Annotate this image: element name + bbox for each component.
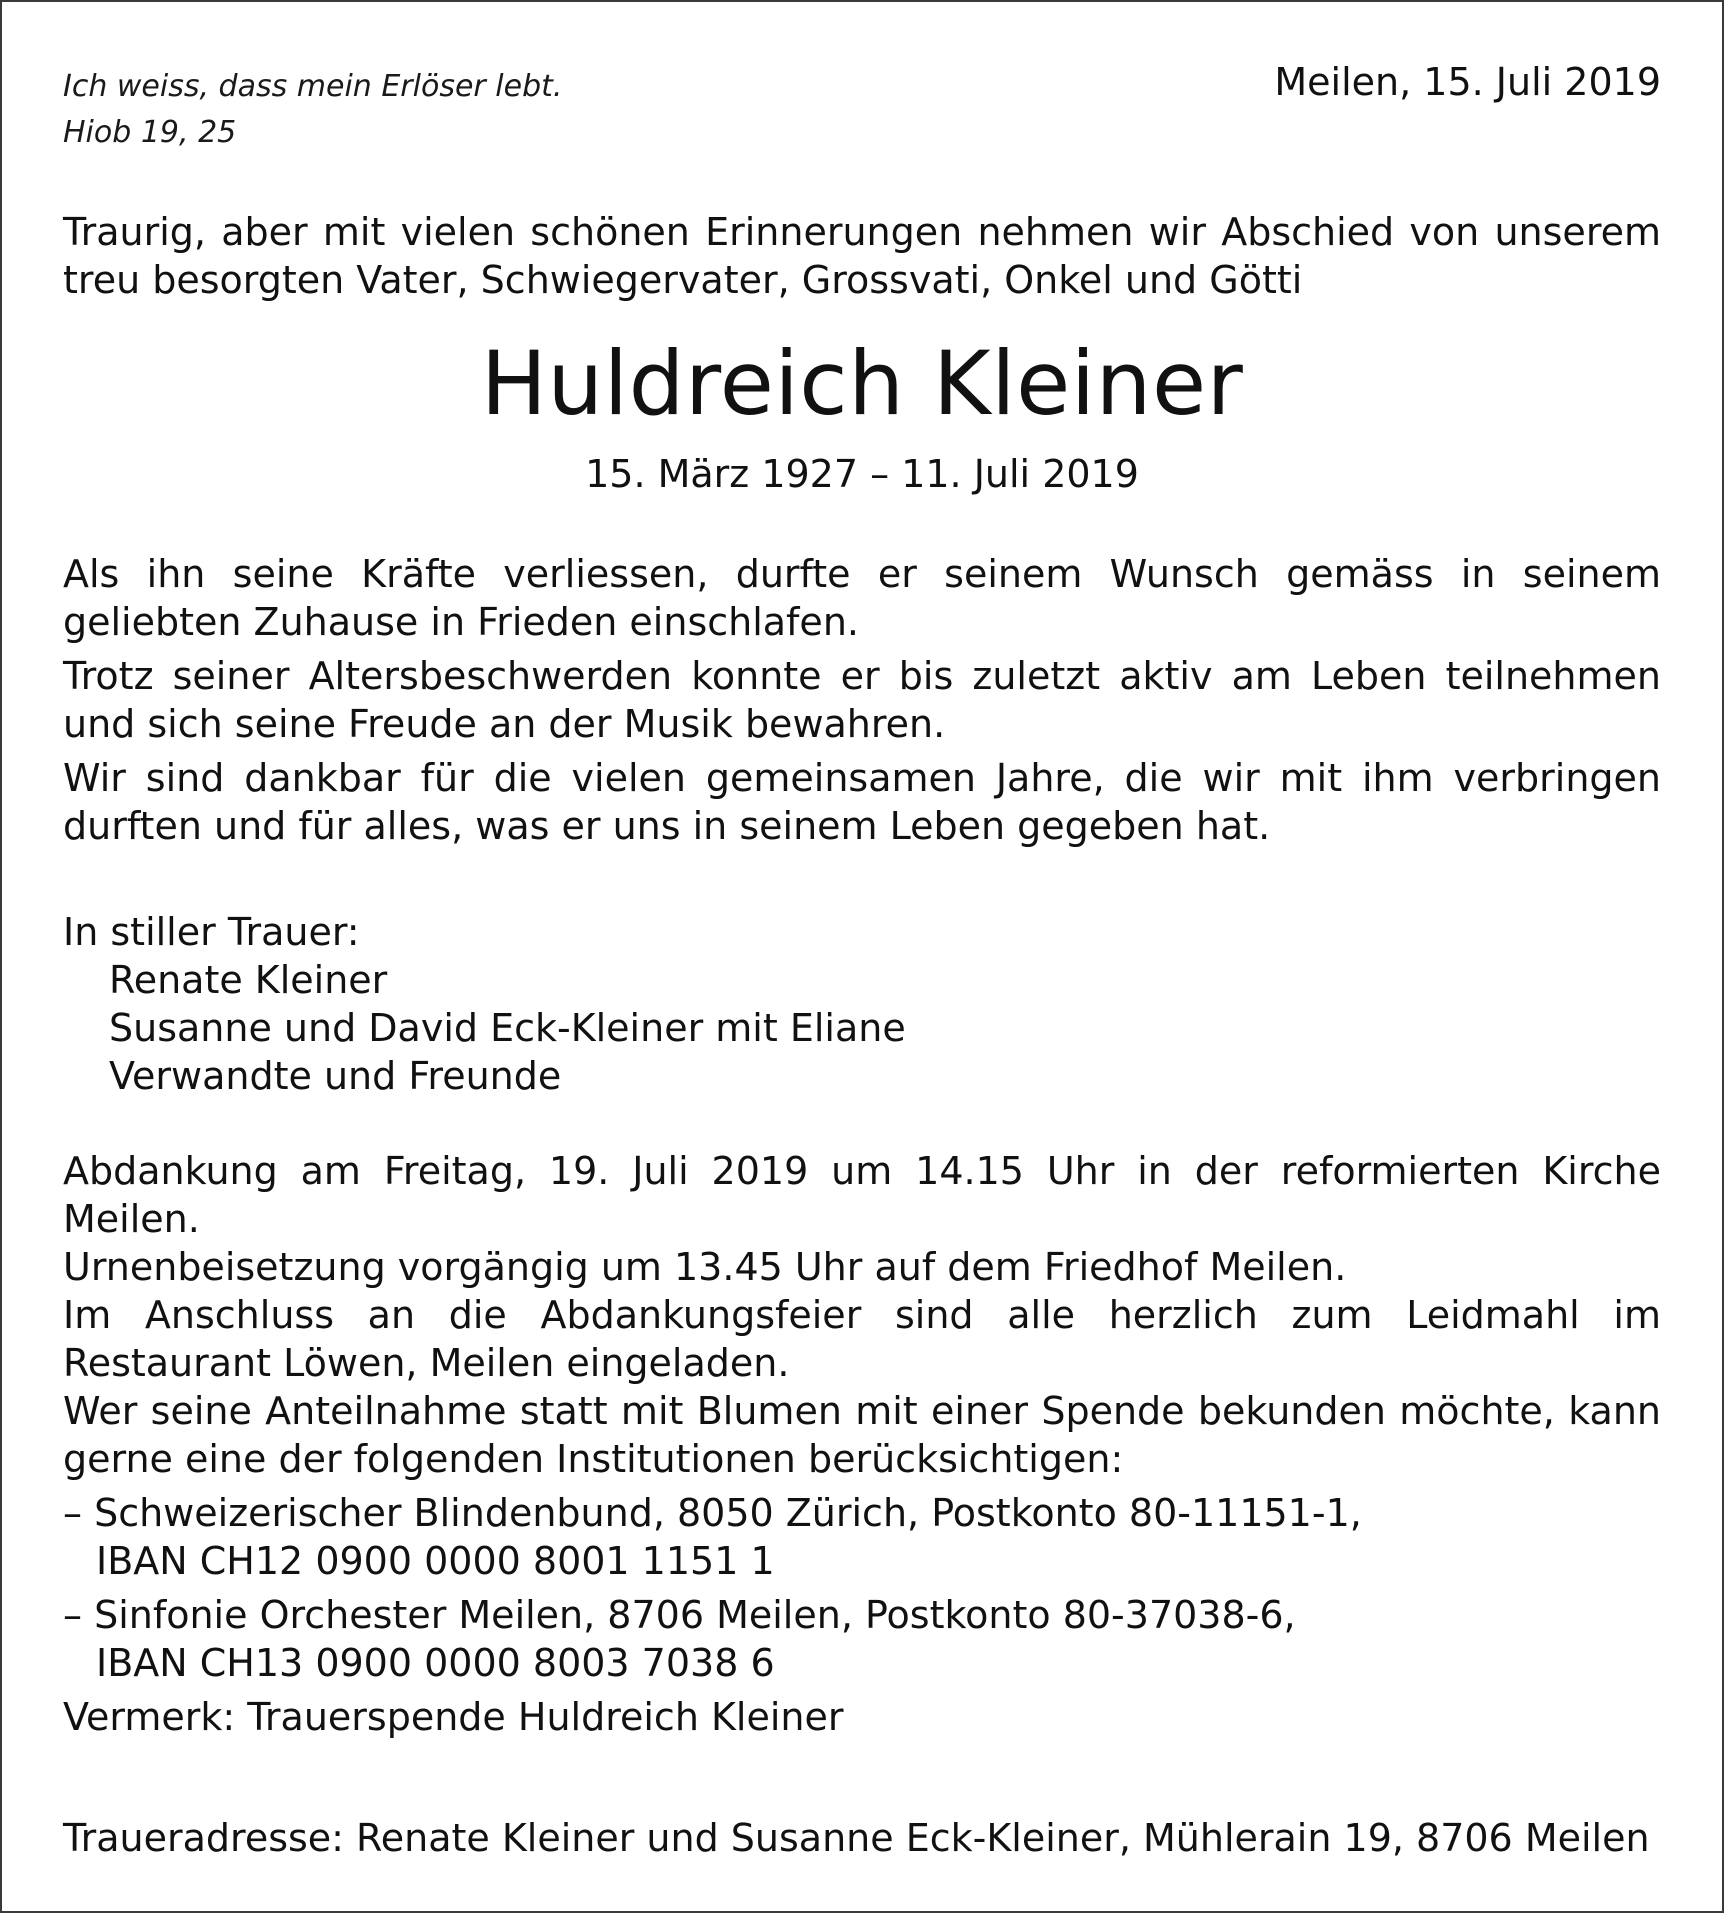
bible-quote <box>63 64 562 156</box>
paragraph: Wir sind dankbar für die vielen gemeinsamen Jahre, die wir mit ihm verbringen durften und für alles, was er uns in seinem Leben gegeben hat. <box>63 756 1661 848</box>
quote-reference: Hiob 19, 25 <box>63 115 237 150</box>
mourning-address: Traueradresse: Renate Kleiner und Susanne Eck-Kleiner, Mühlerain 19, 8706 Meilen <box>63 1816 1650 1860</box>
mourners-heading: In stiller Trauer: <box>63 910 360 954</box>
donation-entry <box>63 1489 1661 1585</box>
donation-iban: IBAN CH13 0900 0000 8003 7038 6 <box>96 1641 775 1685</box>
service-line: Abdankung am Freitag, 19. Juli 2019 um 14.15 Uhr in der reformierten Kirche Meilen. <box>63 1149 1661 1241</box>
donations-section <box>63 1387 1661 1741</box>
donation-iban: IBAN CH12 0900 0000 8001 1151 1 <box>96 1539 775 1583</box>
paragraph: Trotz seiner Altersbeschwerden konnte er bis zuletzt aktiv am Leben teilnehmen und sich seine Freude an der Musik bewahren. <box>63 654 1661 746</box>
donation-recipient: – Schweizerischer Blindenbund, 8050 Zürich, Postkonto 80-11151-1, <box>63 1491 1362 1535</box>
donations-intro: Wer seine Anteilnahme statt mit Blumen mit einer Spende bekunden möchte, kann gerne eine der folgenden Institutionen berücksichtigen: <box>63 1389 1661 1481</box>
quote-text: Ich weiss, dass mein Erlöser lebt. <box>63 69 563 104</box>
mourner: Renate Kleiner <box>109 958 388 1002</box>
donation-recipient: – Sinfonie Orchester Meilen, 8706 Meilen, Postkonto 80-37038-6, <box>63 1593 1296 1637</box>
donation-entry <box>63 1591 1661 1687</box>
service-line: Urnenbeisetzung vorgängig um 13.45 Uhr auf dem Friedhof Meilen. <box>63 1245 1347 1289</box>
place-and-date: Meilen, 15. Juli 2019 <box>1274 60 1661 104</box>
memorial-paragraphs <box>63 550 1661 856</box>
donation-note: Vermerk: Trauerspende Huldreich Kleiner <box>63 1695 844 1739</box>
mourner: Susanne und David Eck-Kleiner mit Eliane <box>109 1006 906 1050</box>
paragraph: Als ihn seine Kräfte verliessen, durfte er seinem Wunsch gemäss in seinem geliebten Zuhause in Frieden einschlafen. <box>63 552 1661 644</box>
intro-text: Traurig, aber mit vielen schönen Erinnerungen nehmen wir Abschied von unserem treu besorgten Vater, Schwiegervater, Grossvati, Onkel und Götti <box>63 210 1661 302</box>
deceased-lifespan: 15. März 1927 – 11. Juli 2019 <box>585 452 1139 496</box>
service-line: Im Anschluss an die Abdankungsfeier sind alle herzlich zum Leidmahl im Restaurant Löwen, Meilen eingeladen. <box>63 1293 1661 1385</box>
mourner: Verwandte und Freunde <box>109 1054 562 1098</box>
mourners-list <box>63 908 1661 1100</box>
deceased-name: Huldreich Kleiner <box>480 332 1244 435</box>
service-details <box>63 1147 1661 1387</box>
